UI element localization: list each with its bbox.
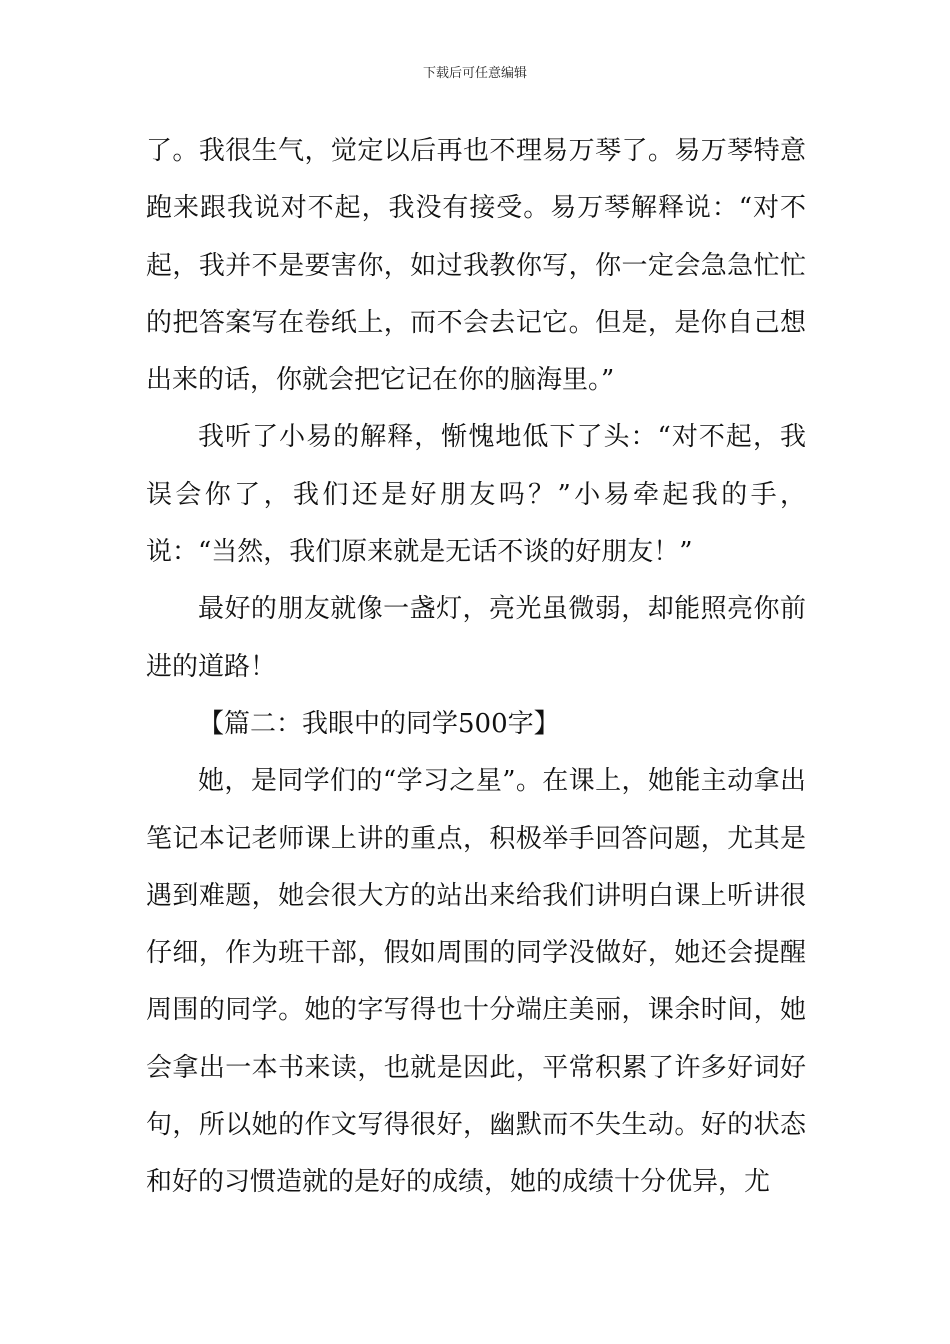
section-heading: 【篇二：我眼中的同学500字】 xyxy=(198,708,560,739)
paragraph-1: 了。我很生气，觉定以后再也不理易万琴了。易万琴特意跑来跟我说对不起，我没有接受。易万琴解释说：“对不起，我并不是要害你，如过我教你写，你一定会急急忙忙的把答案写在卷纸上，而不会去记它。但是，是你自己想出来的话，你就会把它记在你的脑海里。” xyxy=(146,136,806,396)
document-body xyxy=(146,123,806,1212)
paragraph-2: 我听了小易的解释，惭愧地低下了头：“对不起，我误会你了，我们还是好朋友吗？”小易牵起我的手，说：“当然，我们原来就是无话不谈的好朋友！” xyxy=(146,422,806,568)
paragraph-3: 最好的朋友就像一盏灯，亮光虽微弱，却能照亮你前进的道路！ xyxy=(146,594,806,682)
page-header: 下载后可任意编辑 xyxy=(422,66,527,81)
paragraph-4: 她，是同学们的“学习之星”。在课上，她能主动拿出笔记本记老师课上讲的重点，积极举手回答问题，尤其是遇到难题，她会很大方的站出来给我们讲明白课上听讲很仔细，作为班干部，假如周围的同学没做好，她还会提醒周围的同学。她的字写得也十分端庄美丽，课余时间，她会拿出一本书来读，也就是因此，平常积累了许多好词好句，所以她的作文写得很好，幽默而不失生动。好的状态和好的习惯造就的是好的成绩，她的成绩十分优异，尤 xyxy=(146,766,806,1198)
